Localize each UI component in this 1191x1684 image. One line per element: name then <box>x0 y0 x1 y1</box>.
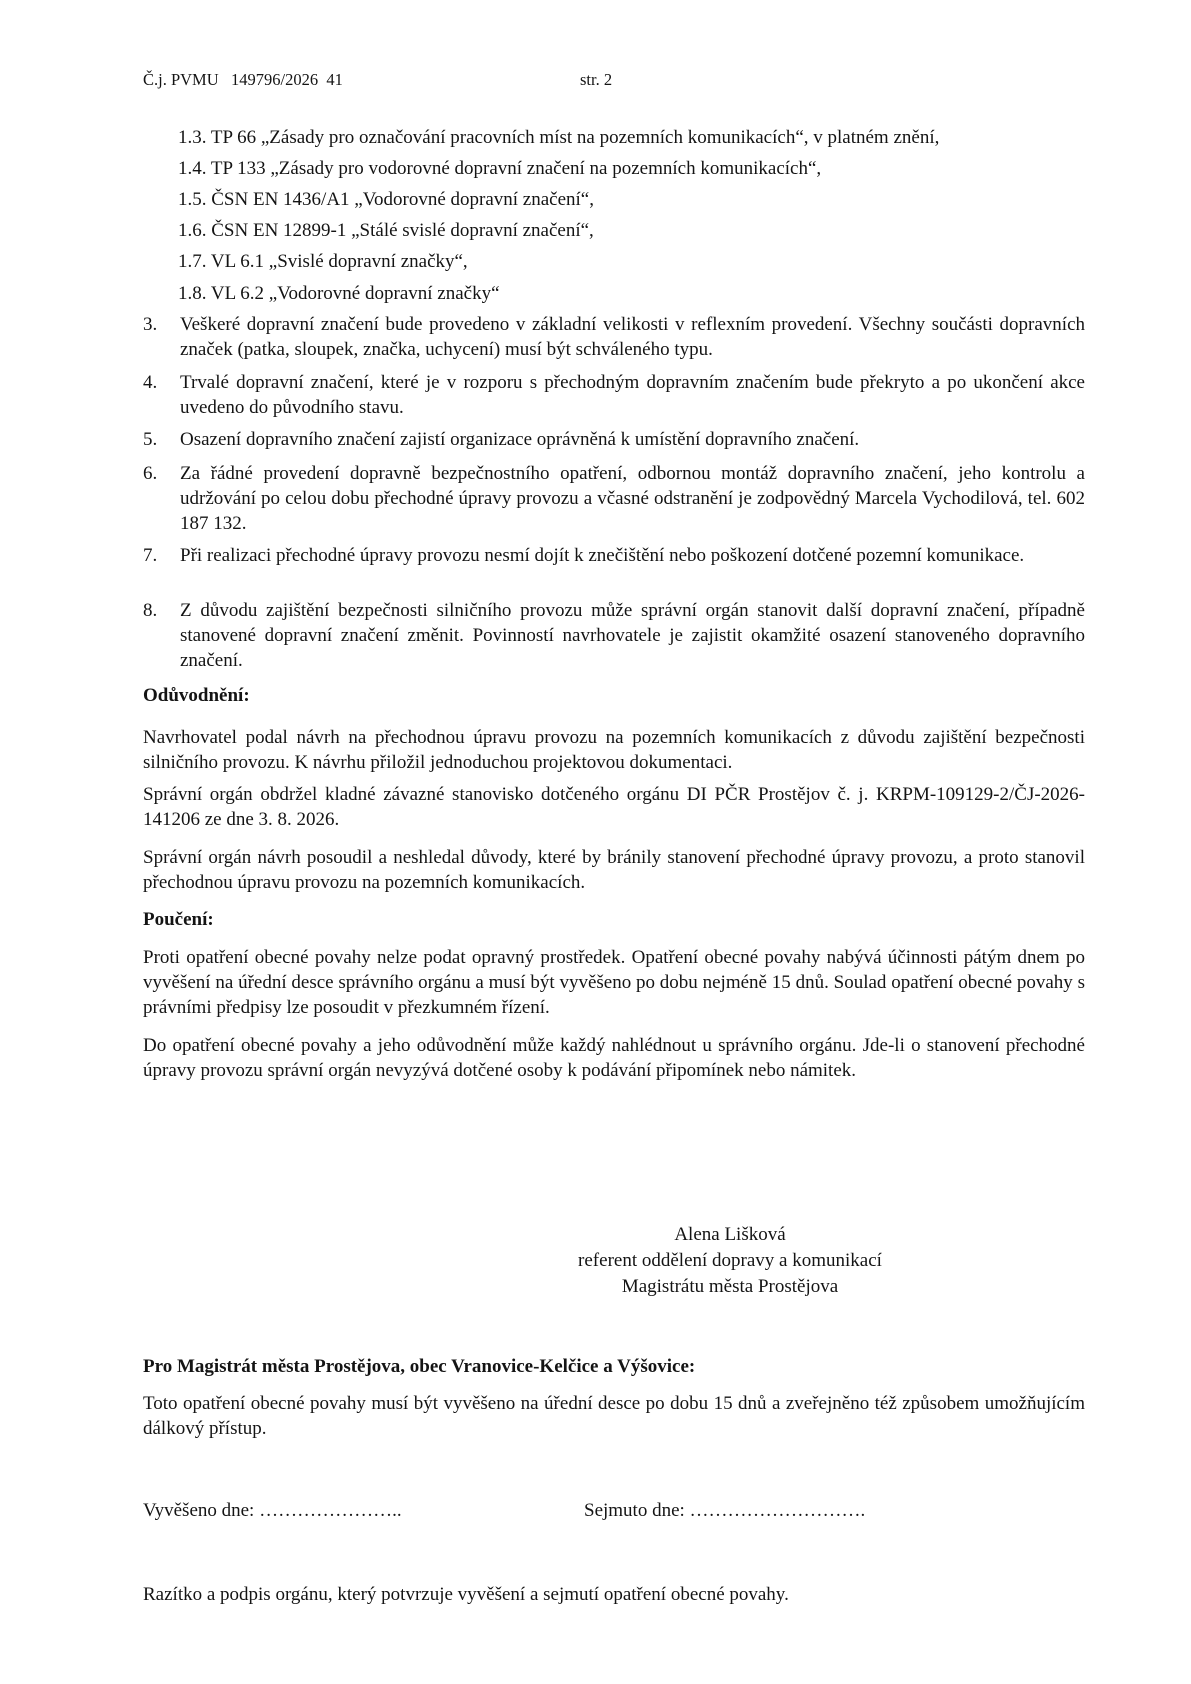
sub-item-1-8: 1.8. VL 6.2 „Vodorovné dopravní značky“ <box>178 283 500 304</box>
sub-item-1-5: 1.5. ČSN EN 1436/A1 „Vodorovné dopravní značení“, <box>178 189 594 210</box>
heading-odovodneni: Odůvodnění: <box>143 685 250 706</box>
posting-instructions: Toto opatření obecné povahy musí být vyvěšeno na úřední desce po dobu 15 dnů a zveřejněno též způsobem umožňujícím dálkový přístup. <box>143 1393 1085 1439</box>
signatory-organization: Magistrátu města Prostějova <box>621 1276 839 1297</box>
removed-date-field: Sejmuto dne: ………………………. <box>584 1500 866 1521</box>
odovodneni-paragraph-3: Správní orgán návrh posoudil a neshledal důvody, které by bránily stanovení přechodné úpravy provozu, a proto stanovil přechodnou úpravu provozu na pozemních komunikacích. <box>143 847 1085 893</box>
sub-item-1-6: 1.6. ČSN EN 12899-1 „Stálé svislé dopravní značení“, <box>178 220 594 241</box>
list-item-number: 7. <box>143 545 158 566</box>
pouceni-paragraph-2: Do opatření obecné povahy a jeho odůvodnění může každý nahlédnout u správního orgánu. Jde-li o stanovení přechodné úpravy provozu správní orgán nevyzývá dotčené osoby k podávání připomínek nebo námitek. <box>143 1035 1085 1081</box>
list-item-text: Trvalé dopravní značení, které je v rozporu s přechodným dopravním značením bude překryto a po ukončení akce uvedeno do původního stavu. <box>180 372 1085 418</box>
reference-number: Č.j. PVMU 149796/2026 41 <box>143 70 343 89</box>
list-item-number: 3. <box>143 314 158 335</box>
list-item-number: 6. <box>143 463 158 484</box>
sub-item-1-7: 1.7. VL 6.1 „Svislé dopravní značky“, <box>178 251 468 272</box>
list-item-text: Z důvodu zajištění bezpečnosti silničního provozu může správní orgán stanovit další dopravní značení, případně stanovené dopravní značení změnit. Povinností navrhovatele je zajistit okamžité osazení stanoveného dopravního značení. <box>180 600 1085 671</box>
posting-heading: Pro Magistrát města Prostějova, obec Vranovice-Kelčice a Výšovice: <box>143 1356 696 1377</box>
list-item-number: 4. <box>143 372 158 393</box>
list-item-text: Osazení dopravního značení zajistí organizace oprávněná k umístění dopravního značení. <box>180 429 860 450</box>
list-item-number: 5. <box>143 429 158 450</box>
pouceni-paragraph-1: Proti opatření obecné povahy nelze podat opravný prostředek. Opatření obecné povahy nabývá účinnosti pátým dnem po vyvěšení na úřední desce správního orgánu a musí být vyvěšeno po dobu nejméně 15 dnů. Soulad opatření obecné povahy s právními předpisy lze posoudit v přezkumném řízení. <box>143 947 1085 1018</box>
odovodneni-paragraph-2: Správní orgán obdržel kladné závazné stanovisko dotčeného orgánu DI PČR Prostějov č. j. KRPM-109129-2/ČJ-2026-141206 ze dne 3. 8. 2026. <box>143 784 1085 830</box>
list-item-text: Při realizaci přechodné úpravy provozu nesmí dojít k znečištění nebo poškození dotčené pozemní komunikace. <box>180 545 1025 566</box>
sub-item-1-3: 1.3. TP 66 „Zásady pro označování pracovních míst na pozemních komunikacích“, v platném znění, <box>178 127 940 148</box>
page-number: str. 2 <box>580 70 613 89</box>
list-item-text: Veškeré dopravní značení bude provedeno v základní velikosti v reflexním provedení. Všechny součásti dopravních značek (patka, sloupek, značka, uchycení) musí být schváleného typu. <box>180 314 1085 360</box>
signatory-name: Alena Lišková <box>674 1224 786 1245</box>
posted-date-field: Vyvěšeno dne: ………………….. <box>143 1500 402 1521</box>
odovodneni-paragraph-1: Navrhovatel podal návrh na přechodnou úpravu provozu na pozemních komunikacích z důvodu zajištění bezpečnosti silničního provozu. K návrhu přiložil jednoduchou projektovou dokumentaci. <box>143 727 1085 773</box>
list-item-text: Za řádné provedení dopravně bezpečnostního opatření, odbornou montáž dopravního značení, jeho kontrolu a udržování po celou dobu přechodné úpravy provozu a včasné odstranění je zodpovědný Marcela Vychodilová, tel. 602 187 132. <box>180 463 1085 534</box>
signatory-role: referent oddělení dopravy a komunikací <box>578 1250 882 1271</box>
heading-pouceni: Poučení: <box>143 909 214 930</box>
list-item-number: 8. <box>143 600 158 621</box>
stamp-signature-note: Razítko a podpis orgánu, který potvrzuje vyvěšení a sejmutí opatření obecné povahy. <box>143 1584 789 1605</box>
sub-item-1-4: 1.4. TP 133 „Zásady pro vodorovné dopravní značení na pozemních komunikacích“, <box>178 158 822 179</box>
